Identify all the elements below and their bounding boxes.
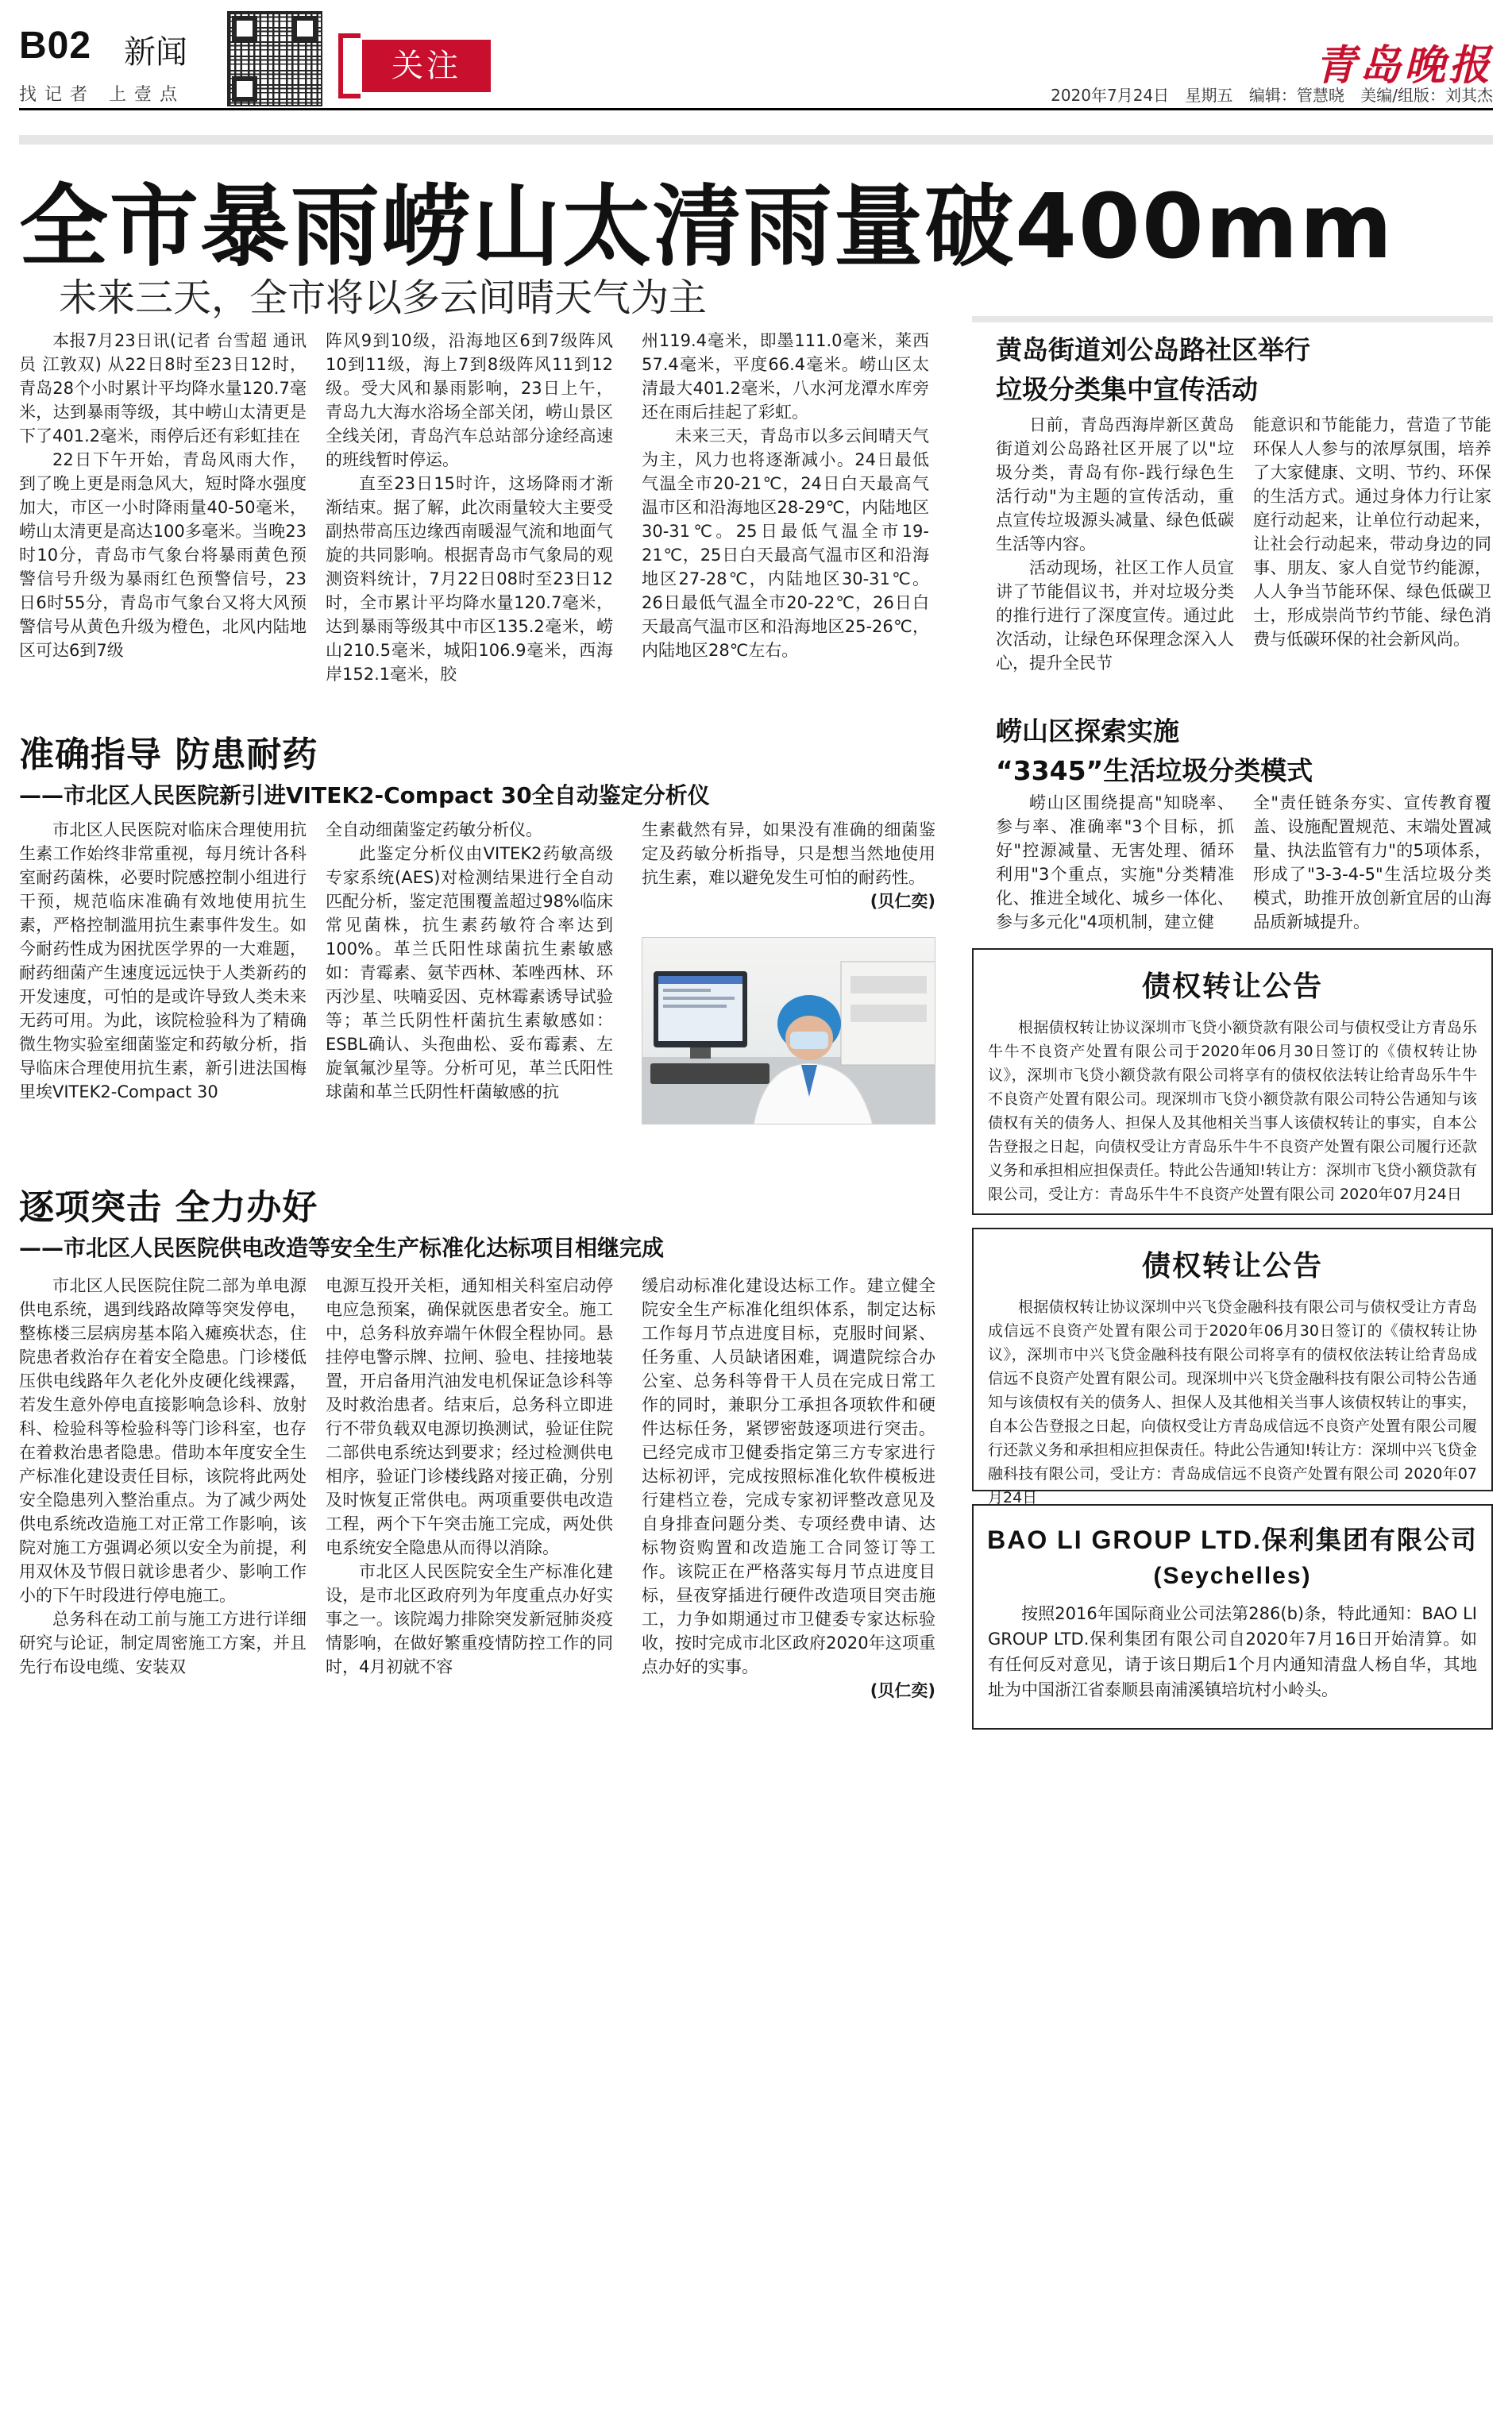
section-badge bbox=[338, 33, 500, 98]
issue-weekday: 星期五 bbox=[1185, 86, 1233, 105]
liquidation-notice bbox=[972, 1504, 1493, 1730]
notice-title: BAO LI GROUP LTD.保利集团有限公司 bbox=[987, 1526, 1478, 1554]
debt-transfer-notice-1 bbox=[972, 948, 1493, 1215]
right1-para: 活动现场，社区工作人员宣讲了节能倡议书，并对垃圾分类的推行进行了深度宣传。通过此次活动，让绿色环保理念深入人心，提升全民节 bbox=[996, 558, 1234, 673]
section-badge-label: 关注 bbox=[362, 40, 491, 92]
lead-para: 阵风9到10级，沿海地区6到7级阵风10到11级，海上7到8级阵风11到12级。受大风和暴雨影响，23日上午，青岛九大海水浴场全部关闭，崂山景区全线关闭，青岛汽车总站部分途经高速的班线暂时停运。 bbox=[326, 331, 613, 469]
lead-column-2 bbox=[326, 329, 613, 691]
lead-subhead: 未来三天，全市将以多云间晴天气为主 bbox=[59, 276, 708, 320]
story3-para: 电源互投开关柜，通知相关科室启动停电应急预案，确保就医患者安全。施工中，总务科放弃端午休假全程协同。悬挂停电警示牌、拉闸、验电、挂接地装置，开启备用汽油发电机保证急诊科等及时救治患者。结束后，总务科立即进行不带负载双电源切换测试，验证住院二部供电系统达到要求；经过检测供电相序，验证门诊楼线路对接正确，分别及时恢复正常供电。两项重要供电改造工程，两个下午突击施工完成，两处供电系统安全隐患从而得以消除。 bbox=[326, 1276, 613, 1557]
right1-column-1 bbox=[996, 413, 1234, 683]
issue-date: 2020年7月24日 bbox=[1051, 86, 1170, 105]
debt-transfer-notice-2 bbox=[972, 1228, 1493, 1506]
page-number: B02 bbox=[19, 25, 92, 67]
right2-para: 全"责任链条夯实、宣传教育覆盖、设施配置规范、末端处置减量、执法监管有力"的5项体系，形成了"3-3-4-5"生活垃圾分类模式，助推开放创新宜居的山海品质新城提升。 bbox=[1253, 793, 1491, 932]
lead-para: 22日下午开始，青岛风雨大作，到了晚上更是雨急风大，短时降水强度加大，市区一小时降雨量40-50毫米，崂山太清更是高达100多毫米。当晚23时10分，青岛市气象台将暴雨黄色预警信号升级为暴雨红色预警信号，23日6时55分，青岛市气象台又将大风预警信号从黄色升级为橙色，北风内陆地区可达6到7级 bbox=[19, 450, 307, 660]
story3-para: 市北区人民医院安全生产标准化建设，是市北区政府列为年度重点办好实事之一。该院竭力排除突发新冠肺炎疫情影响，在做好繁重疫情防控工作的同时，4月初就不容 bbox=[326, 1562, 613, 1676]
notice-subtitle: (Seychelles) bbox=[1153, 1563, 1312, 1589]
story2-para: 此鉴定分析仪由VITEK2药敏高级专家系统(AES)对检测结果进行全自动匹配分析，鉴定范围覆盖超过98%临床常见菌株，抗生素药敏符合率达到100%。革兰氏阳性球菌抗生素敏感如：青霉素、氨苄西林、苯唑西林、环丙沙星、呋喃妥因、克林霉素诱导试验等；革兰氏阴性杆菌抗生素敏感如：ESBL确认、头孢曲松、妥布霉素、左旋氧氟沙星等。分析可见，革兰氏阳性球菌和革兰氏阴性杆菌敏感的抗 bbox=[326, 844, 613, 1101]
section-name: 新闻 bbox=[124, 34, 187, 71]
lead-para: 直至23日15时许，这场降雨才渐渐结束。据了解，此次雨量较大主要受副热带高压边缘西南暖湿气流和地面气旋的共同影响。根据青岛市气象局的观测资料统计，7月22日08时至23日12时，全市累计平均降水量120.7毫米，达到暴雨等级其中市区135.2毫米，崂山210.5毫米，城阳106.9毫米，西海岸152.1毫米，胶 bbox=[326, 474, 613, 684]
right-top-rule bbox=[972, 316, 1493, 322]
header-rule bbox=[19, 108, 1493, 110]
story2-title: 准确指导 防患耐药 bbox=[19, 735, 318, 775]
right2-column-2 bbox=[1253, 791, 1491, 934]
right1-title-line: 黄岛街道刘公岛路社区举行 bbox=[996, 334, 1310, 365]
story2-para: 市北区人民医院对临床合理使用抗生素工作始终非常重视，每月统计各科室耐药菌株，必要时院感控制小组进行干预，规范临床准确有效地使用抗生素，严格控制滥用抗生素事件发生。如今耐药性成为困扰医学界的一大难题，耐药细菌产生速度远远快于人类新药的开发速度，可怕的是或许导致人类未来无药可用。为此，该院检验科为了精确微生物实验室细菌鉴定和药敏分析，指导临床合理使用抗生素，新引进法国梅里埃VITEK2-Compact 30 bbox=[19, 820, 307, 1101]
lab-photo bbox=[642, 937, 935, 1124]
right1-para: 能意识和节能能力，营造了节能环保人人参与的浓厚氛围，培养了大家健康、文明、节约、环保的生活方式。通过身体力行让家庭行动起来，让单位行动起来，让社会行动起来，带动身边的同事、朋友、家人自觉节约能源，人人争当节能环保、绿色低碳卫士，形成崇尚节约节能、绿色消费与低碳环保的社会新风尚。 bbox=[1253, 415, 1491, 649]
story2-column-1 bbox=[19, 818, 307, 1144]
lead-para: 本报7月23日讯(记者 台雪超 通讯员 江敦双) 从22日8时至23日12时，青岛28个小时累计平均降水量120.7毫米，达到暴雨等级，其中崂山太清更是下了401.2毫米，雨停后还有彩虹挂在 bbox=[19, 331, 307, 446]
right2-title-line: “3345”生活垃圾分类模式 bbox=[996, 755, 1313, 786]
designer-credit: 美编/组版：刘其杰 bbox=[1360, 86, 1493, 105]
story2-column-2 bbox=[326, 818, 613, 1144]
right1-para: 日前，青岛西海岸新区黄岛街道刘公岛路社区开展了以"垃圾分类，青岛有你-践行绿色生活行动"为主题的宣传活动，重点宣传垃圾源头减量、绿色低碳生活等内容。 bbox=[996, 415, 1234, 554]
notice-body: 按照2016年国际商业公司法第286(b)条，特此通知：BAO LI GROUP LTD.保利集团有限公司自2020年7月16日开始清算。如有任何反对意见，请于该日期后1个月内通知清盘人杨自华，其地址为中国浙江省泰顺县南浦溪镇培坑村小岭头。 bbox=[988, 1604, 1477, 1699]
right2-column-1 bbox=[996, 791, 1234, 934]
right1-column-2 bbox=[1253, 413, 1491, 683]
story3-column-3 bbox=[642, 1274, 935, 1742]
story3-para: 总务科在动工前与施工方进行详细研究与论证，制定周密施工方案，并且先行布设电缆、安装双 bbox=[19, 1610, 307, 1676]
right1-title-line: 垃圾分类集中宣传活动 bbox=[996, 374, 1258, 405]
story2-para: 生素截然有异，如果没有准确的细菌鉴定及药敏分析指导，只是想当然地使用抗生素，难以避免发生可怕的耐药性。 bbox=[642, 820, 935, 887]
story3-column-2 bbox=[326, 1274, 613, 1742]
lead-headline: 全市暴雨崂山太清雨量破400mm bbox=[19, 176, 1394, 279]
header-slogan: 找记者 上壹点 bbox=[19, 85, 185, 105]
right2-title-line: 崂山区探索实施 bbox=[996, 716, 1179, 746]
header-band bbox=[19, 135, 1493, 145]
right1-title bbox=[996, 330, 1488, 410]
lead-column-3 bbox=[642, 329, 929, 691]
right2-title bbox=[996, 712, 1488, 791]
lab-photo-illustration bbox=[642, 938, 935, 1124]
story3-title: 逐项突击 全力办好 bbox=[19, 1187, 318, 1228]
story3-para: 市北区人民医院住院二部为单电源供电系统，遇到线路故障等突发停电，整栋楼三层病房基本陷入瘫痪状态，住院患者救治存在着安全隐患。门诊楼低压供电线路年久老化外皮硬化线裸露，若发生意外停电直接影响急诊科、放射科、检验科等检验科等门诊科室，也存在着救治患者隐患。借助本年度安全生产标准化建设责任目标，该院将此两处安全隐患列入整治重点。为了减少两处供电系统改造施工对正常工作影响，该院对施工方强调必须以安全为前提，利用双休及节假日就诊患者少、影响工作小的下午时段进行停电施工。 bbox=[19, 1276, 307, 1605]
notice-body: 根据债权转让协议深圳市飞贷小额贷款有限公司与债权受让方青岛乐牛牛不良资产处置有限公司于2020年06月30日签订的《债权转让协议》，深圳市飞贷小额贷款有限公司将享有的债权依法转让给青岛乐牛牛不良资产处置有限公司。现深圳市飞贷小额贷款有限公司特公告通知与该债权有关的债务人、担保人及其他相关当事人该债权转让的事实，自本公告登报之日起，向债权受让方青岛乐牛牛不良资产处置有限公司履行还款义务和承担相应担保责任。特此公告通知!转让方：深圳市飞贷小额贷款有限公司，受让方：青岛乐牛牛不良资产处置有限公司 2020年07月24日 bbox=[988, 1019, 1477, 1203]
qr-code-icon[interactable] bbox=[227, 11, 322, 106]
story3-para: 缓启动标准化建设达标工作。建立健全院安全生产标准化组织体系，制定达标工作每月节点进度目标，克服时间紧、任务重、人员缺诸困难，调遣院综合办公室、总务科等骨干人员在完成日常工作的同时，兼职分工承担各项软件和硬件达标任务，紧锣密鼓逐项进行突击。已经完成市卫健委指定第三方专家进行达标初评，完成按照标准化软件模板进行建档立卷，完成专家初评整改意见及自身排查问题分类、专项经费申请、达标物资购置和改造施工合同签订等工作。该院正在严格落实每月节点进度目标，昼夜穿插进行硬件改造项目突击施工，力争如期通过市卫健委专家达标验收，按时完成市北区政府2020年这项重点办好的实事。 bbox=[642, 1276, 935, 1676]
editor-credit: 编辑：管慧晓 bbox=[1248, 86, 1344, 105]
notice-title: 债权转让公告 bbox=[1141, 1250, 1323, 1283]
newspaper-logo: 青岛晚报 bbox=[1314, 41, 1493, 90]
issue-meta bbox=[1040, 83, 1493, 106]
notice-body: 根据债权转让协议深圳中兴飞贷金融科技有限公司与债权受让方青岛成信远不良资产处置有限公司于2020年06月30日签订的《债权转让协议》，深圳市中兴飞贷金融科技有限公司将享有的债权依法转让给青岛成信远不良资产处置有限公司。现深圳中兴飞贷金融科技有限公司特公告通知与该债权有关的债务人、担保人及其他相关当事人该债权转让的事实，自本公告登报之日起，向债权受让方青岛成信远不良资产处置有限公司履行还款义务和承担相应担保责任。特此公告通知!转让方：深圳中兴飞贷金融科技有限公司，受让方：青岛成信远不良资产处置有限公司 2020年07月24日 bbox=[988, 1298, 1477, 1506]
lead-para: 未来三天，青岛市以多云间晴天气为主，风力也将逐渐减小。24日最低气温全市20-21℃，24日白天最高气温市区和沿海地区28-29℃，内陆地区30-31℃。25日最低气温全市19-21℃，25日白天最高气温市区和沿海地区27-28℃，内陆地区30-31℃。26日最低气温全市20-22℃，26日白天最高气温市区和沿海地区25-26℃，内陆地区28℃左右。 bbox=[642, 426, 929, 660]
lead-column-1 bbox=[19, 329, 307, 691]
story3-subtitle: ——市北区人民医院供电改造等安全生产标准化达标项目相继完成 bbox=[19, 1235, 665, 1261]
story2-subtitle: ——市北区人民医院新引进VITEK2-Compact 30全自动鉴定分析仪 bbox=[19, 782, 710, 808]
story2-credit: (贝仁奕) bbox=[870, 892, 935, 911]
notice-title: 债权转让公告 bbox=[1141, 970, 1323, 1003]
right2-para: 崂山区围绕提高"知晓率、参与率、准确率"3个目标，抓好"控源减量、无害处理、循环利用"3个重点，实施"分类精准化、推进全域化、城乡一体化、参与多元化"4项机制，建立健 bbox=[996, 793, 1234, 932]
lead-para: 州119.4毫米，即墨111.0毫米，莱西57.4毫米，平度66.4毫米。崂山区太清最大401.2毫米，八水河龙潭水库旁还在雨后挂起了彩虹。 bbox=[642, 331, 929, 422]
story3-credit: (贝仁奕) bbox=[870, 1681, 935, 1700]
story2-para: 全自动细菌鉴定药敏分析仪。 bbox=[326, 820, 542, 839]
story2-column-3 bbox=[642, 818, 935, 937]
story3-column-1 bbox=[19, 1274, 307, 1742]
